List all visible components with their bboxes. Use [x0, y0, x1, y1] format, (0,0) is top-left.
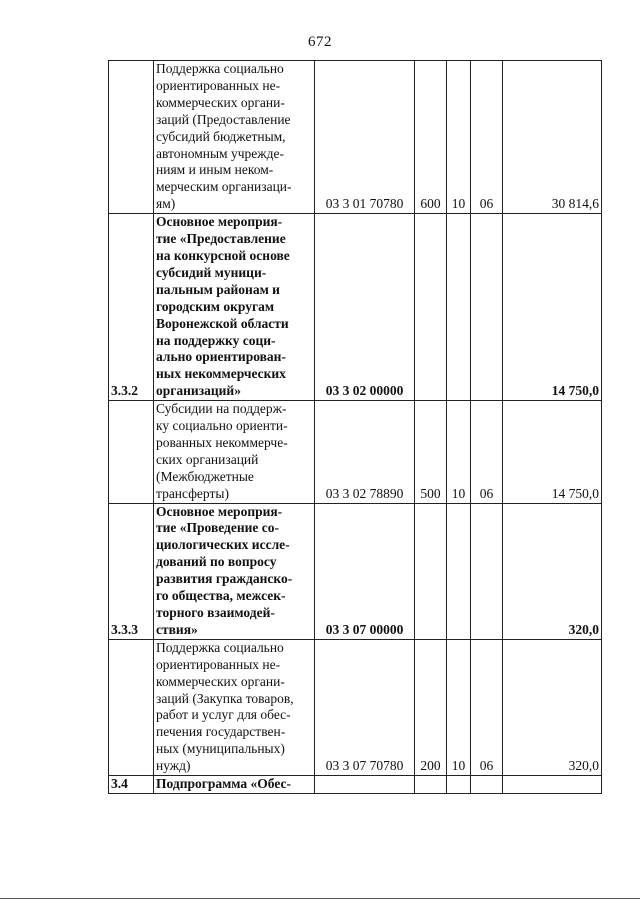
row-number-cell: 3.4 [109, 776, 154, 794]
row-sum-cell: 14 750,0 [503, 401, 602, 503]
row-rz-cell [447, 503, 471, 639]
row-rz-cell [447, 214, 471, 401]
row-name-line: ских организаций [156, 451, 259, 467]
row-number-cell [109, 639, 154, 775]
row-vr-cell [415, 214, 447, 401]
row-name-line: на конкурсной основе [156, 247, 290, 263]
table-row [109, 776, 602, 794]
row-name-line: мерческим организаци- [156, 179, 292, 195]
row-pr-cell [471, 214, 503, 401]
row-name-line: Основное мероприя- [156, 503, 283, 519]
row-name-line: Поддержка социально [156, 639, 284, 655]
table-row [109, 639, 602, 775]
row-name-line: трансферты) [156, 485, 229, 501]
row-name-line: Субсидии на поддерж- [156, 401, 287, 417]
row-name-line: тие «Предоставление [156, 231, 286, 247]
row-sum-cell [503, 776, 602, 794]
row-name-line: (Межбюджетные [156, 468, 254, 484]
row-name-line: го общества, межсек- [156, 588, 286, 604]
row-rz-cell: 10 [447, 61, 471, 214]
row-vr-cell [415, 776, 447, 794]
row-name-line: коммерческих органи- [156, 673, 285, 689]
row-name-line: ных некоммерческих [156, 366, 286, 382]
table-row [109, 503, 602, 639]
row-name-line: ориентированных не- [156, 656, 281, 672]
row-name-cell [154, 61, 315, 214]
row-sum-cell: 320,0 [503, 639, 602, 775]
row-name-line: субсидий муници- [156, 264, 267, 280]
row-code-cell: 03 3 07 00000 [315, 503, 415, 639]
row-rz-cell: 10 [447, 401, 471, 503]
row-name-line: работ и услуг для обес- [156, 707, 291, 723]
row-name-line: Воронежской области [156, 315, 289, 331]
row-name-line: дований по вопросу [156, 554, 277, 570]
row-name-cell [154, 503, 315, 639]
budget-table [108, 60, 602, 794]
row-name-cell [154, 401, 315, 503]
row-sum-cell: 320,0 [503, 503, 602, 639]
row-vr-cell [415, 503, 447, 639]
row-name-line: развития гражданско- [156, 571, 293, 587]
row-name-line: торного взаимодей- [156, 605, 275, 620]
row-name-line: Подпрограмма «Обес- [156, 776, 292, 792]
row-rz-cell [447, 776, 471, 794]
row-name-cell [154, 776, 315, 794]
row-name-line: коммерческих органи- [156, 94, 285, 110]
row-name-cell [154, 639, 315, 775]
row-pr-cell: 06 [471, 61, 503, 214]
row-name-line: ку социально ориенти- [156, 418, 288, 434]
row-code-cell [315, 776, 415, 794]
row-code-cell: 03 3 07 70780 [315, 639, 415, 775]
row-pr-cell [471, 776, 503, 794]
row-number-cell [109, 401, 154, 503]
row-name-line: городским округам [156, 298, 275, 314]
row-name-line: ориентированных не- [156, 77, 281, 93]
table-row [109, 401, 602, 503]
row-code-cell: 03 3 02 78890 [315, 401, 415, 503]
row-name-line: заций (Закупка товаров, [156, 690, 294, 706]
table-row [109, 61, 602, 214]
row-name-line: ных (муниципальных) [156, 741, 285, 757]
row-name-line: автономным учрежде- [156, 145, 284, 161]
page-number: 672 [308, 34, 332, 50]
row-vr-cell: 200 [415, 639, 447, 775]
table-body [109, 61, 602, 794]
row-code-cell: 03 3 01 70780 [315, 61, 415, 214]
row-name-line: ствия» [156, 621, 198, 637]
row-name-line: ям) [156, 196, 176, 212]
row-code-cell: 03 3 02 00000 [315, 214, 415, 401]
bottom-rule [0, 898, 640, 899]
row-name-line: ально ориентирован- [156, 349, 286, 365]
row-pr-cell [471, 503, 503, 639]
table-row [109, 214, 602, 401]
row-rz-cell: 10 [447, 639, 471, 775]
row-name-line: нужд) [156, 758, 191, 774]
row-name-line: печения государствен- [156, 724, 286, 740]
row-name-line: субсидий бюджетным, [156, 128, 286, 144]
row-sum-cell: 14 750,0 [503, 214, 602, 401]
row-number-cell: 3.3.3 [109, 503, 154, 639]
row-name-line: Поддержка социально [156, 61, 284, 76]
row-sum-cell: 30 814,6 [503, 61, 602, 214]
row-name-cell [154, 214, 315, 401]
row-name-line: рованных некоммерче- [156, 434, 288, 450]
row-name-line: тие «Проведение со- [156, 520, 280, 536]
row-name-line: заций (Предоставление [156, 111, 291, 127]
row-pr-cell: 06 [471, 401, 503, 503]
row-name-line: организаций» [156, 383, 241, 399]
row-name-line: Основное мероприя- [156, 214, 283, 230]
row-name-line: циологических иссле- [156, 537, 290, 553]
row-number-cell: 3.3.2 [109, 214, 154, 401]
row-name-line: ниям и иным неком- [156, 162, 274, 178]
row-number-cell [109, 61, 154, 214]
row-vr-cell: 600 [415, 61, 447, 214]
row-pr-cell: 06 [471, 639, 503, 775]
row-name-line: на поддержку соци- [156, 332, 276, 348]
row-name-line: пальным районам и [156, 281, 280, 297]
row-vr-cell: 500 [415, 401, 447, 503]
